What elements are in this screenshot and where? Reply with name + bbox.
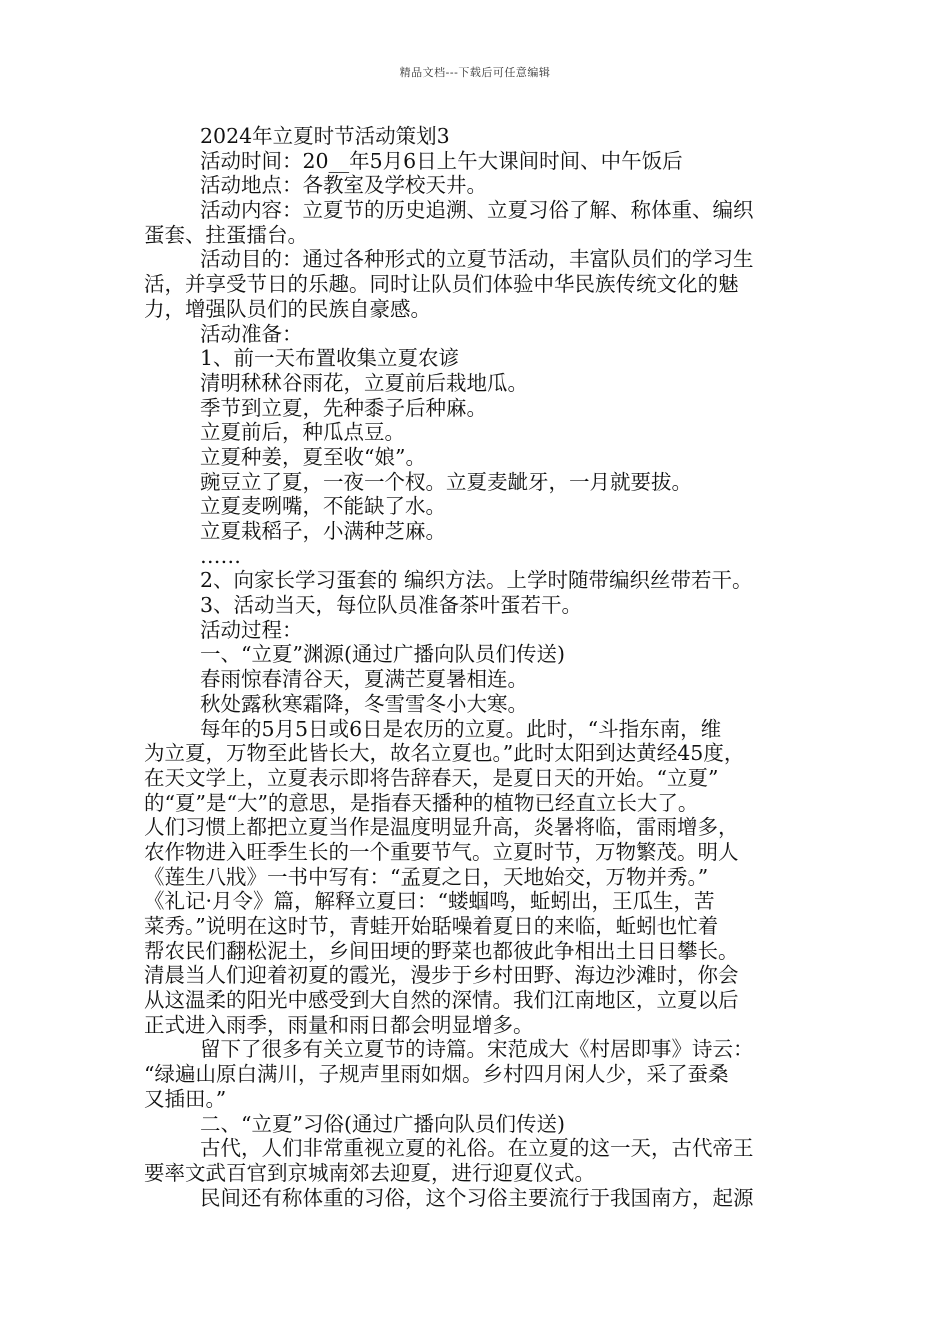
text-line: 春雨惊春清谷天，夏满芒夏暑相连。 bbox=[200, 667, 528, 692]
text-line: 清明秫秫谷雨花，立夏前后栽地瓜。 bbox=[200, 370, 528, 395]
page-header: 精品文档---下载后可任意编辑 bbox=[399, 66, 551, 79]
text-line: 活动地点：各教室及学校天井。 bbox=[200, 173, 487, 198]
text-line: 在天文学上，立夏表示即将告辞春天，是夏日天的开始。“立夏” bbox=[144, 765, 719, 790]
text-line: 秋处露秋寒霜降，冬雪雪冬小大寒。 bbox=[200, 691, 528, 716]
text-line: 人们习惯上都把立夏当作是温度明显升高，炎暑将临，雷雨增多， bbox=[144, 815, 739, 840]
text-line: 二、“立夏”习俗(通过广播向队员们传送) bbox=[200, 1111, 565, 1136]
text-line: 立夏前后，种瓜点豆。 bbox=[200, 420, 405, 445]
text-line: 立夏栽稻子，小满种芝麻。 bbox=[200, 519, 446, 543]
text-line: 《礼记·月令》篇，解释立夏曰：“蝼蝈鸣，蚯蚓出，王瓜生，苦 bbox=[144, 889, 715, 914]
text-line: 从这温柔的阳光中感受到大自然的深情。我们江南地区，立夏以后 bbox=[144, 988, 739, 1013]
text-line: 3、活动当天，每位队员准备茶叶蛋若干。 bbox=[200, 593, 583, 618]
text-line: “绿遍山原白满川，子规声里雨如烟。乡村四月闲人少，采了蚕桑 bbox=[144, 1062, 729, 1087]
text-line: 正式进入雨季，雨量和雨日都会明显增多。 bbox=[144, 1012, 534, 1037]
document-body bbox=[144, 124, 810, 1210]
text-line: 活动过程： bbox=[200, 617, 303, 642]
text-line: 活动准备： bbox=[200, 321, 303, 346]
text-line: 清晨当人们迎着初夏的霞光，漫步于乡村田野、海边沙滩时，你会 bbox=[144, 963, 739, 988]
text-line: 活动内容：立夏节的历史追溯、立夏习俗了解、称体重、编织 bbox=[200, 198, 754, 223]
text-line: 立夏种姜，夏至收“娘”。 bbox=[200, 444, 426, 469]
text-line: 民间还有称体重的习俗，这个习俗主要流行于我国南方，起源 bbox=[200, 1185, 754, 1210]
text-line: 立夏麦咧嘴，不能缺了水。 bbox=[200, 494, 446, 519]
text-line: 《莲生八戕》一书中写有：“孟夏之日，天地始交，万物并秀。” bbox=[144, 864, 709, 889]
text-line: 季节到立夏，先种黍子后种麻。 bbox=[200, 395, 487, 420]
text-line: …… bbox=[200, 543, 241, 568]
text-line: 2024年立夏时节活动策划3 bbox=[200, 124, 450, 148]
text-line: 活动时间：20__年5月6日上午大课间时间、中午饭后 bbox=[200, 148, 683, 173]
text-line: 力，增强队员们的民族自豪感。 bbox=[144, 296, 431, 321]
text-line: 活动目的：通过各种形式的立夏节活动，丰富队员们的学习生 bbox=[200, 247, 754, 272]
text-line: 每年的5月5日或6日是农历的立夏。此时，“斗指东南，维 bbox=[200, 716, 722, 741]
text-line: 2、向家长学习蛋套的 编织方法。上学时随带编织丝带若干。 bbox=[200, 568, 753, 593]
text-line: 活，并享受节日的乐趣。同时让队员们体验中华民族传统文化的魅 bbox=[144, 272, 739, 297]
text-line: 为立夏，万物至此皆长大，故名立夏也。”此时太阳到达黄经45度， bbox=[144, 741, 745, 766]
text-line: 留下了很多有关立夏节的诗篇。宋范成大《村居即事》诗云： bbox=[200, 1037, 754, 1062]
text-line: 农作物进入旺季生长的一个重要节气。立夏时节，万物繁茂。明人 bbox=[144, 839, 739, 864]
text-line: 1、前一天布置收集立夏农谚 bbox=[200, 346, 460, 371]
text-line: 蛋套、拄蛋擂台。 bbox=[144, 222, 308, 247]
text-line: 豌豆立了夏，一夜一个杈。立夏麦龇牙，一月就要拔。 bbox=[200, 469, 692, 494]
text-line: 要率文武百官到京城南郊去迎夏，进行迎夏仪式。 bbox=[144, 1160, 595, 1185]
text-line: 又插田。” bbox=[144, 1086, 227, 1111]
text-line: 的“夏”是“大”的意思，是指春天播种的植物已经直立长大了。 bbox=[144, 790, 699, 815]
text-line: 菜秀。”说明在这时节，青蛙开始聒噪着夏日的来临，蚯蚓也忙着 bbox=[144, 914, 719, 938]
text-line: 一、“立夏”渊源(通过广播向队员们传送) bbox=[200, 642, 565, 667]
text-line: 古代，人们非常重视立夏的礼俗。在立夏的这一天，古代帝王 bbox=[200, 1136, 754, 1161]
text-line: 帮农民们翻松泥土，乡间田埂的野菜也都彼此争相出土日日攀长。 bbox=[144, 938, 739, 963]
